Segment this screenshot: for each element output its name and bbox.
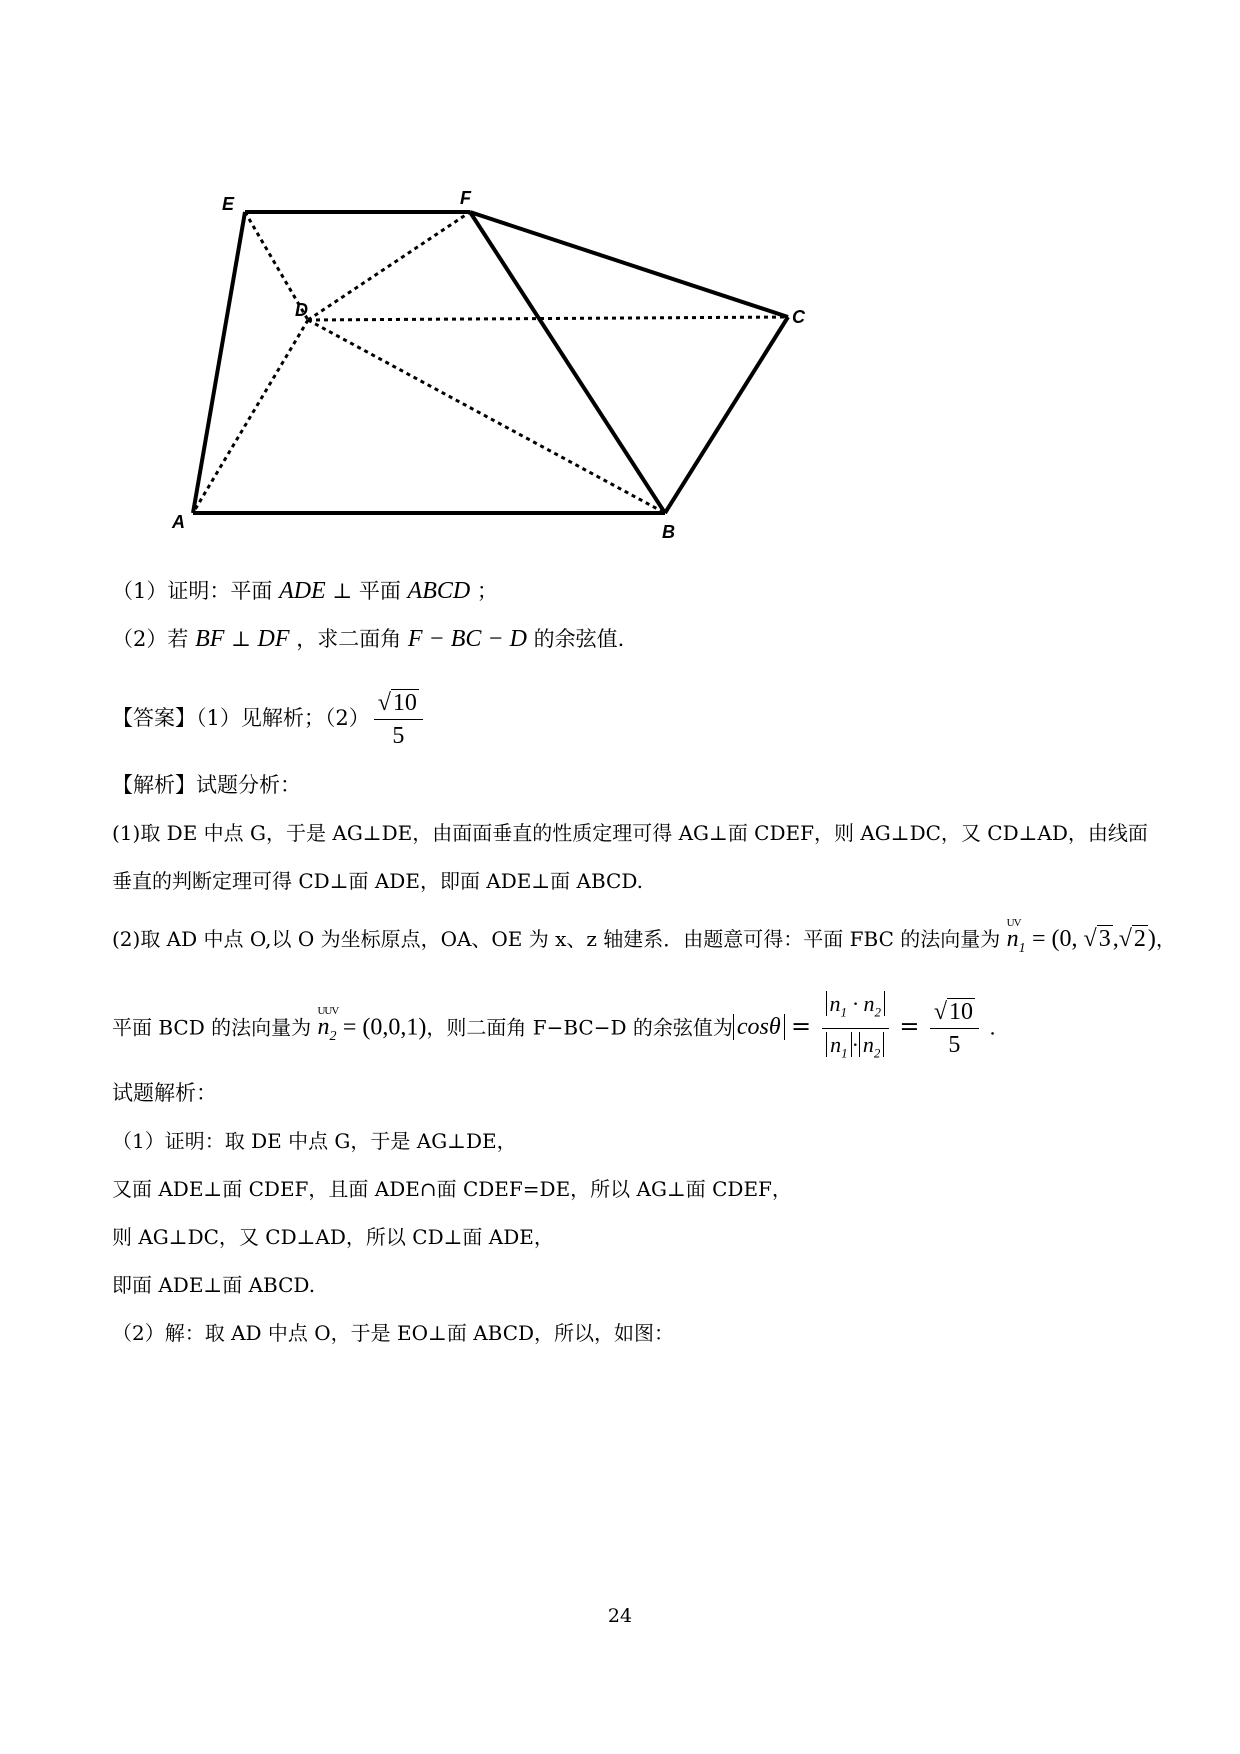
vector-n1-open: = (0, <box>1031 926 1084 952</box>
q1-mid: 平面 <box>358 579 401 603</box>
q2-mid: ，求二面角 <box>296 627 402 651</box>
geometry-figure <box>160 180 820 550</box>
vector-mark-2: UUV <box>317 1005 339 1018</box>
q2-dihedral: F − BC − D <box>407 626 527 652</box>
cos-theta-abs: cosθ <box>733 1014 785 1040</box>
question-2 <box>112 624 1240 654</box>
edge-EA <box>193 212 245 513</box>
vector-n2-sub: 2 <box>329 1029 337 1045</box>
page-number: 24 <box>607 1605 633 1627</box>
vector-n2 <box>317 1003 339 1061</box>
label-C: C <box>792 307 805 327</box>
vector-n1-value: = (0, √3,√2) <box>1031 926 1156 952</box>
analysis-line-3-text: (2)取 AD 中点 O,以 O 为坐标原点，OA、OE 为 x、z 轴建系．由题意可得：平面 FBC 的法向量为 <box>112 927 1001 951</box>
q1-plane-a: ADE <box>279 578 326 604</box>
solution-line-2: 又面 ADE⊥面 CDEF，且面 ADE∩面 CDEF=DE，所以 AG⊥面 CDEF， <box>112 1177 792 1201</box>
cos-fraction-den: $n_1 \cdot n_2$ <box>826 1029 884 1067</box>
result-num: √10 <box>930 998 979 1029</box>
analysis-label: 【解析】试题分析： <box>112 773 301 797</box>
answer-text: （1）见解析；（2） <box>196 706 370 730</box>
edge-FB <box>470 212 665 513</box>
q2-perp: ⊥ <box>231 627 251 651</box>
result-den: 5 <box>948 1032 961 1059</box>
analysis-line-1: (1)取 DE 中点 G，于是 AG⊥DE，由面面垂直的性质定理可得 AG⊥面 CDEF，则 AG⊥DC，又 CD⊥AD，由线面 <box>112 821 1148 845</box>
vector-n2-value: = (0,0,1) <box>342 1014 427 1041</box>
edge-DB <box>308 320 665 513</box>
analysis-line-3: (2)取 AD 中点 O,以 O 为坐标原点，OA、OE 为 x、z 轴建系．由题意可得：平面 FBC 的法向量为 UV $n_1 = (0$, √3,√2)， <box>112 924 1240 964</box>
analysis-line-4-mid: ，则二面角 F−BC−D 的余弦值为 <box>426 1015 733 1040</box>
vector-n1 <box>1006 917 1026 964</box>
dashed-edges <box>193 212 788 513</box>
edge-DF <box>308 212 470 320</box>
question-1 <box>112 576 1240 606</box>
q2-line-a: BF <box>195 626 225 652</box>
vector-mark: UV <box>1006 917 1021 929</box>
vector-n1-sub: 1 <box>1018 940 1026 956</box>
cos-fraction <box>822 990 890 1068</box>
q1-end: ； <box>476 579 498 603</box>
sqrt-3: √3 <box>1083 926 1111 952</box>
vector-n1-letter: n <box>1006 926 1019 952</box>
edge-CB <box>665 317 788 513</box>
sqrt-2-rad: 2 <box>1133 926 1146 952</box>
answer-radicand: 10 <box>392 690 417 716</box>
analysis-line-2: 垂直的判断定理可得 CD⊥面 ADE，即面 ADE⊥面 ABCD. <box>112 869 644 893</box>
q2-line-b: DF <box>257 626 290 652</box>
sqrt-2: √2 <box>1118 926 1146 952</box>
answer-label: 【答案】 <box>112 706 196 730</box>
answer-numerator: √10 <box>374 689 423 720</box>
solution-line-3: 则 AG⊥DC，又 CD⊥AD，所以 CD⊥面 ADE， <box>112 1225 554 1249</box>
label-D: D <box>295 300 308 320</box>
solution-line-1: （1）证明：取 DE 中点 G，于是 AG⊥DE， <box>112 1129 517 1153</box>
q1-perp: ⊥ <box>332 579 353 603</box>
label-E: E <box>222 194 235 214</box>
edge-DC <box>308 317 788 320</box>
analysis-line-4: 平面 BCD 的法向量为 UUV $n_2 = (0,0,1)$，则二面角 F−BC−D 的余弦值为 cosθ = $\frac{n_1 \cdot n_2}{n_1 \cdot n_2}$ = $\frac{√10}{5}$ . <box>112 990 1240 1068</box>
solution-line-4: 即面 ADE⊥面 ABCD. <box>112 1273 316 1297</box>
q2-end: 的余弦值. <box>533 627 625 651</box>
solution-label: 试题解析： <box>112 1081 217 1105</box>
solution-line-5: （2）解：取 AD 中点 O，于是 EO⊥面 ABCD，所以，如图： <box>112 1321 675 1345</box>
result-radicand: 10 <box>949 999 973 1026</box>
cos-fraction-num: $n_1 \cdot n_2$ <box>822 990 890 1029</box>
analysis-line-4-text: 平面 BCD 的法向量为 <box>112 1015 312 1040</box>
edge-FC <box>470 212 788 317</box>
sqrt-3-rad: 3 <box>1098 926 1111 952</box>
result-fraction <box>930 998 979 1059</box>
q2-prefix: （2）若 <box>112 627 189 651</box>
vector-n2-letter: n <box>317 1014 330 1041</box>
q1-plane-b: ABCD <box>407 578 471 604</box>
label-B: B <box>662 522 675 542</box>
q1-prefix: （1）证明：平面 <box>112 579 273 603</box>
label-F: F <box>460 188 471 208</box>
label-A: A <box>172 512 185 532</box>
answer <box>112 686 1240 750</box>
answer-fraction <box>374 689 423 750</box>
answer-denominator: 5 <box>392 723 405 749</box>
